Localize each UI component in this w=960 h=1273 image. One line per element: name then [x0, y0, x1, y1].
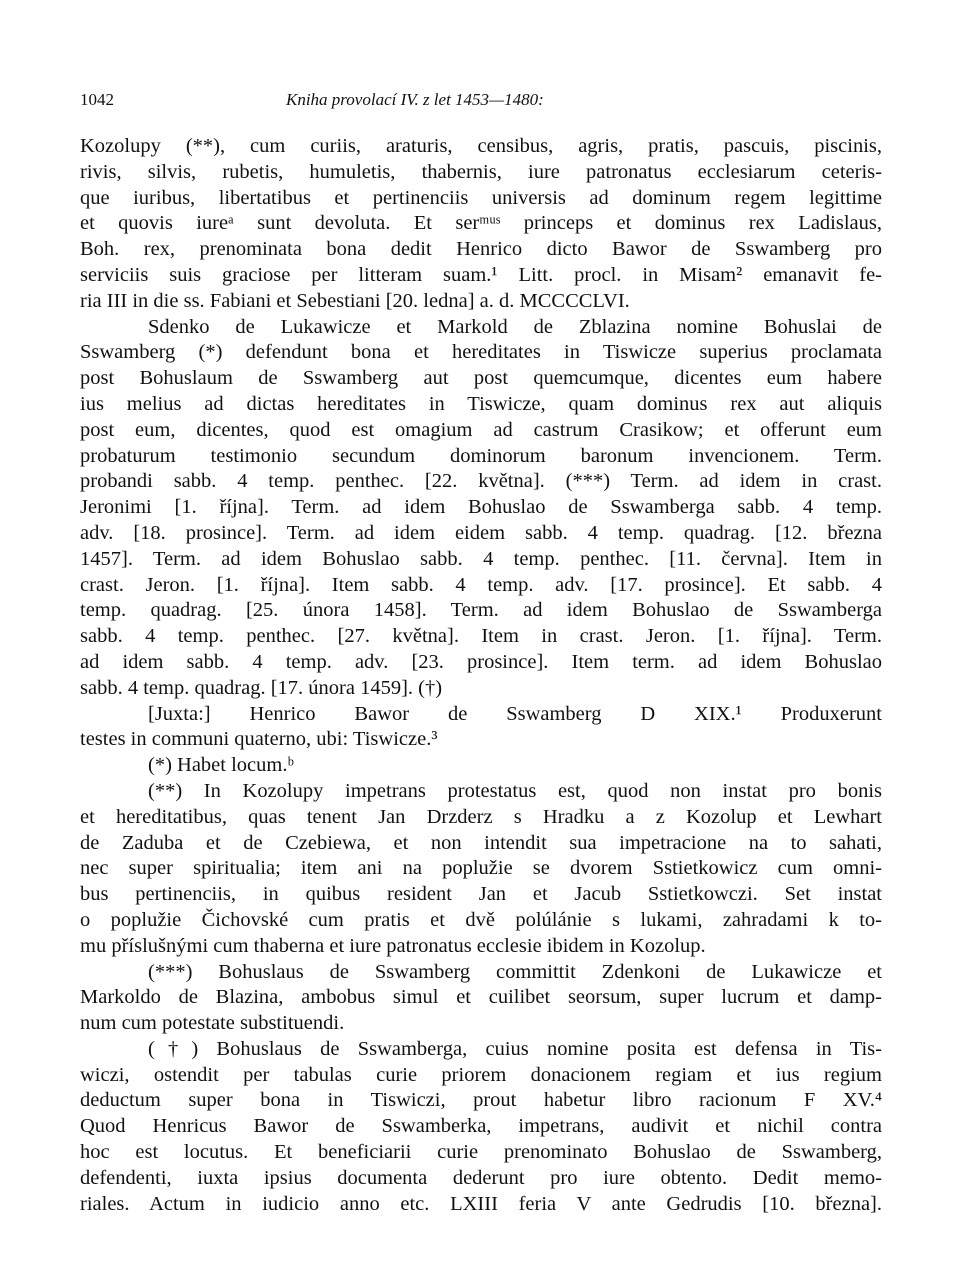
text-line: post Bohuslaum de Sswamberg aut post quemcumque, dicentes eum habere — [80, 367, 882, 390]
text-line: testes in communi quaterno, ubi: Tiswicze.³ — [80, 728, 438, 751]
text-line: Boh. rex, prenominata bona dedit Henrico dicto Bawor de Sswamberg pro — [80, 238, 882, 261]
text-line: o poplužie Čichovské cum pratis et dvě polúlánie s lukami, zahradami k to- — [80, 908, 882, 931]
text-line: mu příslušnými cum thaberna et iure patronatus ecclesie ibidem in Kozolup. — [80, 934, 706, 957]
text-line: sabb. 4 temp. quadrag. [17. února 1459]. (†) — [80, 676, 443, 699]
text-line: defendenti, iuxta ipsius documenta dederunt pro iure obtento. Dedit memo- — [80, 1166, 882, 1189]
text-line: probandi sabb. 4 temp. penthec. [22. května]. (***) Term. ad idem in crast. — [80, 470, 882, 493]
text-line: bus pertinenciis, in quibus resident Jan et Jacub Sstietkowczi. Set instat — [80, 883, 882, 906]
text-line: hoc est locutus. Et beneficiarii curie prenominato Bohuslao de Sswamberg, — [80, 1141, 882, 1164]
text-line: ria III in die ss. Fabiani et Sebestiani [20. ledna] a. d. MCCCCLVI. — [80, 289, 630, 312]
text-line: [Juxta:] Henrico Bawor de Sswamberg D XIX.¹ Produxerunt — [148, 702, 882, 725]
text-line: que iuribus, libertatibus et pertinenciis universis ad dominum regem legittime — [80, 186, 882, 209]
running-title: Kniha provolací IV. z let 1453—1480: — [286, 90, 544, 109]
text-line: Sswamberg (*) defendunt bona et hereditates in Tiswicze superius proclamata — [80, 341, 882, 364]
text-line: ad idem sabb. 4 temp. adv. [23. prosince]. Item term. ad idem Bohuslao — [80, 650, 882, 673]
page-header — [80, 90, 882, 118]
text-line: 1457]. Term. ad idem Bohuslao sabb. 4 temp. penthec. [11. června]. Item in — [80, 547, 882, 570]
text-line: Jeronimi [1. října]. Term. ad idem Bohuslao de Sswamberga sabb. 4 temp. — [80, 496, 882, 519]
page-number: 1042 — [80, 90, 114, 109]
text-line: Markoldo de Blazina, ambobus simul et cuilibet seorsum, super lucrum et damp- — [80, 986, 882, 1009]
text-line: serviciis suis graciose per litteram suam.¹ Litt. procl. in Misam² emanavit fe- — [80, 263, 882, 286]
text-line: wiczi, ostendit per tabulas curie priorem donacionem regiam et ius regium — [80, 1063, 882, 1086]
text-line: (***) Bohuslaus de Sswamberg committit Zdenkoni de Lukawicze et — [148, 960, 882, 983]
text-line: et hereditatibus, quas tenent Jan Drzderz s Hradku a z Kozolup et Lewhart — [80, 805, 882, 828]
text-line: (†) Bohuslaus de Sswamberga, cuius nomine posita est defensa in Tis- — [148, 1037, 882, 1060]
text-line: (**) In Kozolupy impetrans protestatus est, quod non instat pro bonis — [148, 779, 882, 802]
text-line: et quovis iureᵃ sunt devoluta. Et serᵐᵘˢ princeps et dominus rex Ladislaus, — [80, 212, 882, 235]
text-line: ius melius ad dictas hereditates in Tiswicze, quam dominus rex aut aliquis — [80, 392, 882, 415]
text-line: Sdenko de Lukawicze et Markold de Zblazina nomine Bohuslai de — [148, 315, 882, 338]
text-line: Kozolupy (**), cum curiis, araturis, censibus, agris, pratis, pascuis, piscinis, — [80, 135, 882, 157]
text-line: num cum potestate substituendi. — [80, 1012, 345, 1035]
body-text — [80, 134, 882, 1217]
text-line: nec super spiritualia; item ani na poplužie se dvorem Sstietkowicz cum omni- — [80, 857, 882, 880]
text-line: post eum, dicentes, quod est omagium ad castrum Crasikow; et offerunt eum — [80, 418, 882, 441]
text-line: riales. Actum in iudicio anno etc. LXIII feria V ante Gedrudis [10. března]. — [80, 1192, 882, 1215]
text-line: sabb. 4 temp. penthec. [27. května]. Item in crast. Jeron. [1. října]. Term. — [80, 625, 882, 648]
document-page — [80, 90, 882, 1217]
text-line: deductum super bona in Tiswiczi, prout habetur libro racionum F XV.⁴ — [80, 1089, 882, 1112]
text-line: de Zaduba et de Czebiewa, et non intendit sua impetracione na to sahati, — [80, 831, 882, 854]
text-line: crast. Jeron. [1. října]. Item sabb. 4 temp. adv. [17. prosince]. Et sabb. 4 — [80, 573, 882, 596]
text-line: adv. [18. prosince]. Term. ad idem eidem sabb. 4 temp. quadrag. [12. března — [80, 521, 882, 544]
text-line: rivis, silvis, rubetis, humuletis, thabernis, iure patronatus ecclesiarum ceteris- — [80, 160, 882, 183]
text-line: (*) Habet locum.ᵇ — [148, 754, 294, 777]
text-line: temp. quadrag. [25. února 1458]. Term. ad idem Bohuslao de Sswamberga — [80, 599, 882, 622]
text-line: probaturum testimonio secundum dominorum baronum invencionem. Term. — [80, 444, 882, 467]
text-line: Quod Henricus Bawor de Sswamberka, impetrans, audivit et nichil contra — [80, 1115, 882, 1138]
